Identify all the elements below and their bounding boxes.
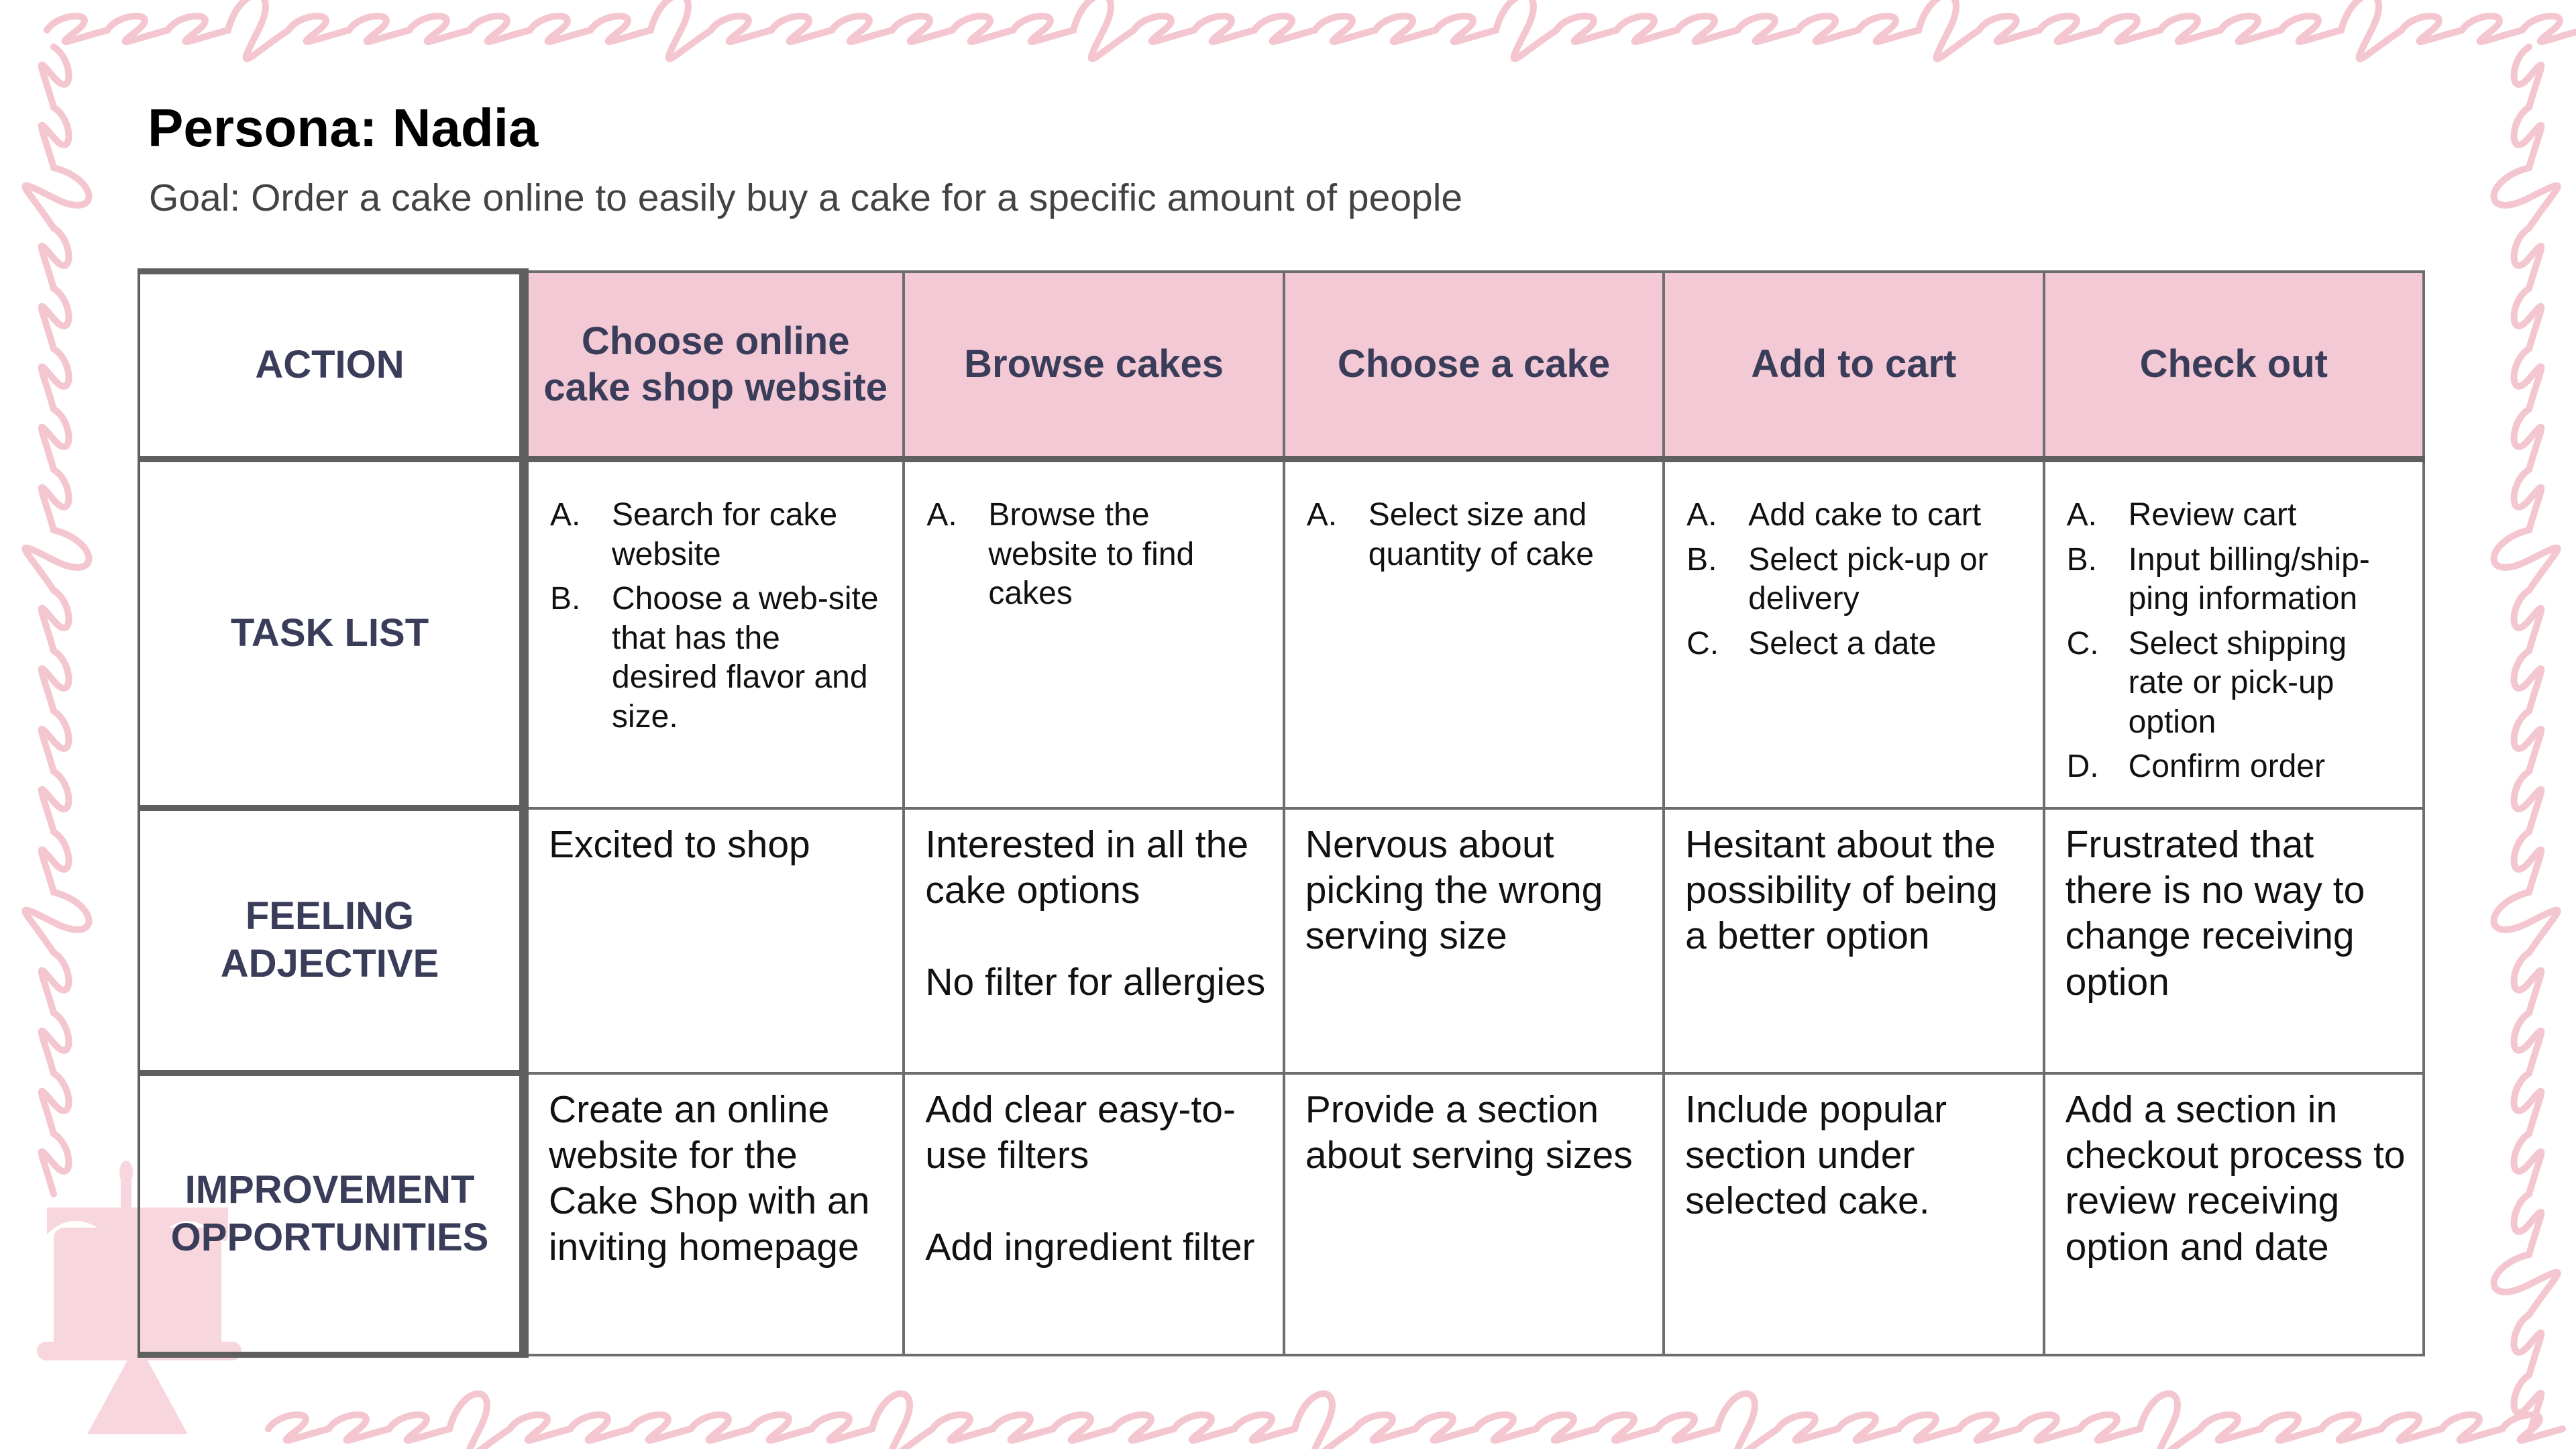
- stage-5-tasks: [2044, 460, 2424, 808]
- row-label-task-list: [139, 460, 524, 808]
- task-list-row: [139, 460, 2424, 808]
- feeling-row: [139, 808, 2424, 1073]
- stage-4-tasks: [1664, 460, 2043, 808]
- list-item: [2067, 541, 2402, 619]
- list-item: [2067, 747, 2402, 787]
- bottom-swirl-border: [268, 1394, 2563, 1449]
- stage-header-3: [1284, 272, 1664, 460]
- stage-1-action: Choose online cake shop website: [543, 319, 888, 410]
- row-label-action: [139, 272, 524, 460]
- stage-3-tasks: [1284, 460, 1664, 808]
- stage-4-improvement: [1664, 1073, 2043, 1355]
- stage-header-4: [1664, 272, 2043, 460]
- stage-3-action: Choose a cake: [1337, 342, 1611, 386]
- task-letter: C.: [2066, 625, 2099, 661]
- improvement-row: [139, 1073, 2424, 1355]
- task-list: [529, 496, 902, 737]
- feeling-text: Interested in all the cake options No filter for allergies: [925, 822, 1266, 1004]
- task-list: [2045, 496, 2422, 787]
- feeling-text: Nervous about picking the wrong serving size: [1305, 822, 1603, 958]
- task-list: [905, 496, 1282, 614]
- task-letter: A.: [2066, 497, 2097, 533]
- left-swirl-border: [25, 47, 89, 1194]
- list-item: [2067, 625, 2402, 743]
- stage-header-1: [524, 272, 904, 460]
- persona-goal: Goal: Order a cake online to easily buy a cake for a specific amount of people: [149, 176, 1463, 219]
- row-label-feeling: [139, 808, 524, 1073]
- list-item: [1307, 496, 1642, 574]
- task-text: Add cake to cart: [1748, 497, 1982, 533]
- feeling-text: Frustrated that there is no way to change receiving option: [2065, 822, 2365, 1004]
- improvement-text: Add a section in checkout process to review receiving option and date: [2065, 1087, 2406, 1269]
- feeling-text: Hesitant about the possibility of being a better option: [1685, 822, 1998, 958]
- task-letter: B.: [2066, 541, 2097, 578]
- stage-2-feeling: [904, 808, 1283, 1073]
- stage-5-improvement: [2044, 1073, 2424, 1355]
- action-row: [139, 272, 2424, 460]
- stage-4-feeling: [1664, 808, 2043, 1073]
- improvement-text: Provide a section about serving sizes: [1305, 1087, 1633, 1177]
- task-letter: A.: [926, 497, 957, 533]
- stage-2-improvement: [904, 1073, 1283, 1355]
- task-letter: D.: [2066, 749, 2099, 785]
- improvement-text: Create an online website for the Cake Shop with an inviting homepage: [549, 1087, 870, 1269]
- task-letter: A.: [1306, 497, 1338, 533]
- stage-2-action: Browse cakes: [964, 342, 1224, 386]
- stage-5-action: Check out: [2139, 342, 2328, 386]
- task-letter: C.: [1686, 625, 1719, 661]
- stage-header-5: [2044, 272, 2424, 460]
- stage-3-improvement: [1284, 1073, 1664, 1355]
- task-text: Select shipping rate or pick-up option: [2128, 625, 2347, 740]
- list-item: [1686, 541, 2022, 619]
- list-item: [550, 580, 882, 737]
- improvement-text: Include popular section under selected cake.: [1685, 1087, 1947, 1223]
- stage-4-action: Add to cart: [1751, 342, 1957, 386]
- stage-3-feeling: [1284, 808, 1664, 1073]
- journey-map-table: [138, 268, 2425, 1358]
- task-letter: A.: [1686, 497, 1717, 533]
- task-text: Input billing/ship-ping information: [2128, 541, 2370, 617]
- improvement-text: Add clear easy-to-use filters Add ingredient filter: [925, 1087, 1255, 1269]
- stage-2-tasks: [904, 460, 1283, 808]
- task-list: [1665, 496, 2042, 663]
- task-letter: A.: [550, 497, 581, 533]
- row-label-feeling-text: FEELING ADJECTIVE: [220, 894, 439, 985]
- row-label-action-text: ACTION: [255, 343, 405, 387]
- task-text: Select size and quantity of cake: [1368, 497, 1594, 572]
- stage-5-feeling: [2044, 808, 2424, 1073]
- task-text: Review cart: [2128, 497, 2297, 533]
- list-item: [1686, 625, 2022, 664]
- list-item: [550, 496, 882, 574]
- right-swirl-border: [2494, 47, 2558, 1436]
- task-text: Confirm order: [2128, 749, 2325, 785]
- stage-1-tasks: [524, 460, 904, 808]
- row-label-improvement: [139, 1073, 524, 1355]
- task-text: Search for cake website: [612, 497, 838, 572]
- row-label-improvement-text: IMPROVEMENT OPPORTUNITIES: [170, 1167, 489, 1259]
- task-letter: B.: [1686, 541, 1717, 578]
- persona-title: Persona: Nadia: [148, 98, 539, 158]
- list-item: [2067, 496, 2402, 535]
- stage-header-2: [904, 272, 1283, 460]
- feeling-text: Excited to shop: [549, 822, 810, 866]
- list-item: [926, 496, 1262, 614]
- list-item: [1686, 496, 2022, 535]
- stage-1-feeling: [524, 808, 904, 1073]
- task-letter: B.: [550, 581, 581, 617]
- task-text: Browse the website to find cakes: [988, 497, 1195, 612]
- task-text: Select pick-up or delivery: [1748, 541, 1988, 617]
- task-text: Choose a web-site that has the desired flavor and size.: [612, 581, 879, 735]
- task-text: Select a date: [1748, 625, 1937, 661]
- top-swirl-border: [47, 0, 2576, 59]
- stage-1-improvement: [524, 1073, 904, 1355]
- row-label-task-list-text: TASK LIST: [230, 611, 429, 655]
- task-list: [1285, 496, 1662, 574]
